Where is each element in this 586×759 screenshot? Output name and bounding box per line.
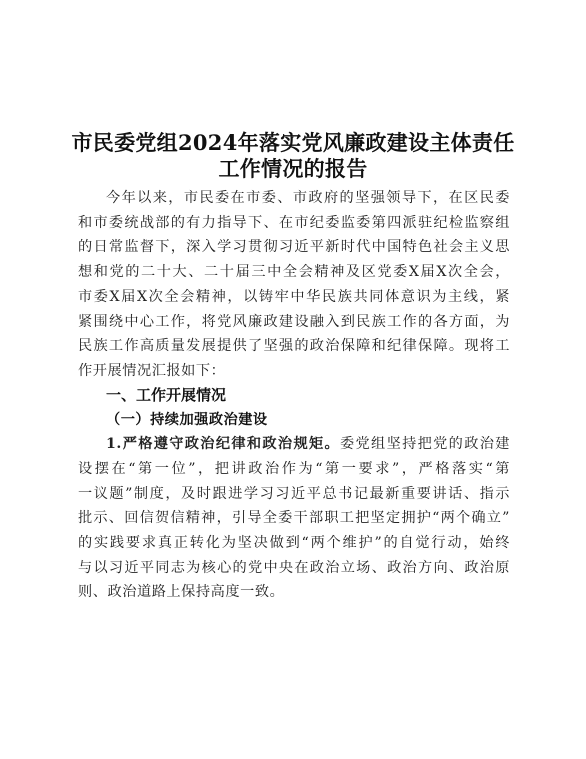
paragraph-line: 紧围绕中心工作，将党风廉政建设融入到民族工作的各方面，为 — [78, 314, 510, 330]
paragraph-line: 的实践要求真正转化为坚决做到“两个维护”的自觉行动，始终 — [78, 535, 510, 551]
paragraph-line — [106, 432, 510, 457]
paragraph-line: 想和党的二十大、二十届三中全会精神及区党委X届X次全会， — [78, 264, 510, 280]
subsection-heading: （一）持续加强政治建设 — [106, 412, 268, 428]
paragraph-line: 设摆在“第一位”，把讲政治作为“第一要求”，严格落实“第 — [78, 461, 510, 477]
paragraph-line: 和市委统战部的有力指导下、在市纪委监委第四派驻纪检监察组 — [78, 215, 510, 231]
paragraph-line: 与以习近平同志为核心的党中央在政治立场、政治方向、政治原 — [78, 560, 510, 576]
document-title-line-2: 工作情况的报告 — [218, 156, 368, 181]
section-heading: 一、工作开展情况 — [106, 386, 227, 404]
document-title-line-1: 市民委党组2024年落实党风廉政建设主体责任 — [71, 130, 515, 155]
paragraph-line: 批示、回信贺信精神，引导全委干部职工把坚定拥护“两个确立” — [78, 510, 510, 526]
paragraph-line: 则、政治道路上保持高度一致。 — [78, 584, 285, 600]
paragraph-line: 的日常监督下，深入学习贯彻习近平新时代中国特色社会主义思 — [78, 239, 510, 255]
paragraph-line: 市委X届X次全会精神，以铸牢中华民族共同体意识为主线，紧 — [78, 289, 510, 305]
item-lead: 1.严格遵守政治纪律和政治规矩。 — [106, 436, 341, 452]
paragraph-line: 今年以来，市民委在市委、市政府的坚强领导下，在区民委 — [106, 190, 510, 206]
item-text: 委党组坚持把党的政治建 — [340, 436, 510, 452]
paragraph-line: 作开展情况汇报如下： — [78, 363, 226, 379]
paragraph-line: 一议题”制度，及时跟进学习习近平总书记最新重要讲话、指示 — [78, 486, 510, 502]
paragraph-line: 民族工作高质量发展提供了坚强的政治保障和纪律保障。现将工 — [78, 338, 510, 354]
